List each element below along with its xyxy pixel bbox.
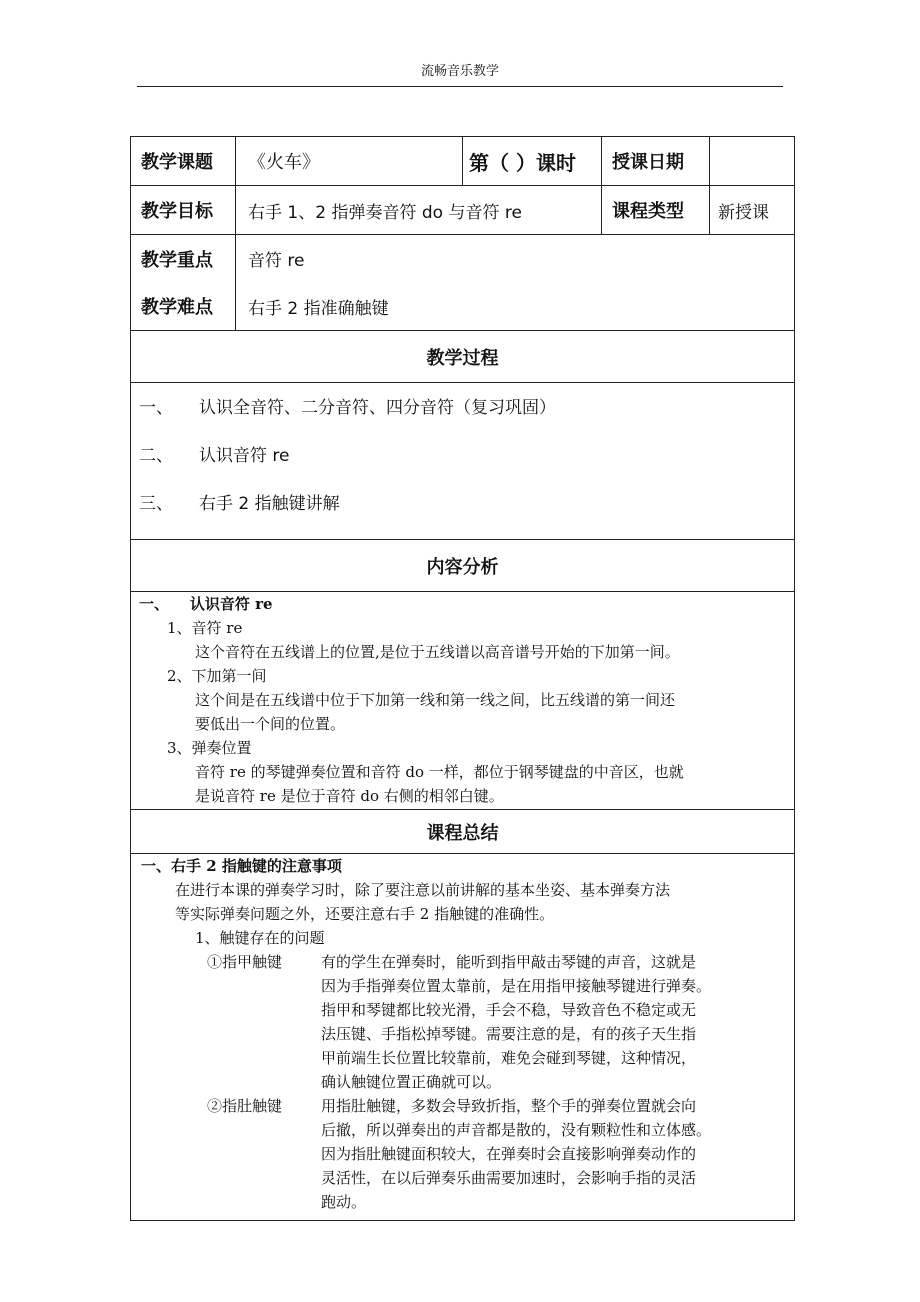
lesson-plan-table — [130, 136, 795, 1221]
type-label: 课程类型 — [602, 186, 710, 235]
process-item-text: 认识音符 re — [199, 446, 290, 466]
issue-line: 因为手指弹奏位置太靠前，是在用指甲接触琴键进行弹奏。 — [321, 977, 712, 995]
analysis-content — [131, 592, 795, 810]
process-title: 教学过程 — [131, 331, 795, 383]
analysis-point-title: 1、音符 re — [167, 619, 243, 637]
analysis-heading: 一、 认识音符 re — [139, 595, 273, 613]
analysis-point-text: 是说音符 re 是位于音符 do 右侧的相邻白键。 — [195, 787, 504, 805]
issue-line: 甲前端生长位置比较靠前，难免会碰到琴键，这种情况， — [321, 1049, 697, 1067]
issue-tag: ①指甲触键 — [207, 953, 283, 971]
analysis-point-title: 3、弹奏位置 — [167, 739, 252, 757]
header-title: 流畅音乐教学 — [420, 64, 499, 79]
issue-line: 后撤，所以弹奏出的声音都是散的，没有颗粒性和立体感。 — [321, 1121, 712, 1139]
analysis-title: 内容分析 — [131, 540, 795, 592]
analysis-point-text: 音符 re 的琴键弹奏位置和音符 do 一样，都位于钢琴键盘的中音区，也就 — [195, 763, 684, 781]
date-value — [710, 137, 795, 186]
issue-line: 确认触键位置正确就可以。 — [321, 1073, 502, 1091]
process-item-text: 右手 2 指触键讲解 — [199, 494, 340, 514]
lesson-number-label: 第（ ）课时 — [463, 137, 602, 186]
issue-line: 法压键、手指松掉琴键。需要注意的是，有的孩子天生指 — [321, 1025, 697, 1043]
key-point-value: 音符 re — [236, 235, 795, 283]
issue-tag: ②指肚触键 — [207, 1097, 283, 1115]
issue-line: 有的学生在弹奏时，能听到指甲敲击琴键的声音，这就是 — [321, 953, 697, 971]
goal-value: 右手 1、2 指弹奏音符 do 与音符 re — [236, 186, 602, 235]
process-item-text: 认识全音符、二分音符、四分音符（复习巩固） — [199, 398, 556, 418]
issue-item — [131, 950, 794, 1094]
process-list — [131, 383, 795, 540]
difficulty-label: 教学难点 — [131, 283, 236, 331]
topic-value: 《火车》 — [236, 137, 463, 186]
date-label: 授课日期 — [602, 137, 710, 186]
issue-line: 因为指肚触键面积较大，在弹奏时会直接影响弹奏动作的 — [321, 1145, 697, 1163]
issue-line: 跑动。 — [321, 1193, 367, 1211]
issue-description — [321, 1094, 794, 1214]
type-value: 新授课 — [710, 186, 795, 235]
process-item — [131, 395, 794, 443]
summary-intro-line: 在进行本课的弹奏学习时，除了要注意以前讲解的基本坐姿、基本弹奏方法 — [175, 881, 671, 899]
topic-label: 教学课题 — [131, 137, 236, 186]
issue-description — [321, 950, 794, 1094]
issue-line: 用指肚触键，多数会导致折指，整个手的弹奏位置就会向 — [321, 1097, 697, 1115]
process-item-number: 二、 — [139, 446, 173, 466]
summary-heading: 一、右手 2 指触键的注意事项 — [141, 857, 342, 875]
process-item — [131, 491, 794, 539]
summary-content — [131, 854, 795, 1221]
analysis-point-text: 这个音符在五线谱上的位置,是位于五线谱以高音谱号开始的下加第一间。 — [195, 643, 680, 661]
page-header — [137, 62, 783, 87]
issue-line: 指甲和琴键都比较光滑，手会不稳，导致音色不稳定或无 — [321, 1001, 697, 1019]
issue-line: 灵活性，在以后弹奏乐曲需要加速时，会影响手指的灵活 — [321, 1169, 697, 1187]
process-item-number: 三、 — [139, 494, 173, 514]
summary-subtitle: 1、触键存在的问题 — [195, 929, 325, 947]
process-item — [131, 443, 794, 491]
goal-label: 教学目标 — [131, 186, 236, 235]
summary-title: 课程总结 — [131, 810, 795, 854]
analysis-point-text: 这个间是在五线谱中位于下加第一线和第一线之间，比五线谱的第一间还 — [195, 691, 676, 709]
analysis-point-text: 要低出一个间的位置。 — [195, 715, 346, 733]
summary-intro-line: 等实际弹奏问题之外，还要注意右手 2 指触键的准确性。 — [175, 905, 555, 923]
key-point-label: 教学重点 — [131, 235, 236, 283]
analysis-point-title: 2、下加第一间 — [167, 667, 267, 685]
process-item-number: 一、 — [139, 398, 173, 418]
difficulty-value: 右手 2 指准确触键 — [236, 283, 795, 331]
issue-item — [131, 1094, 794, 1214]
